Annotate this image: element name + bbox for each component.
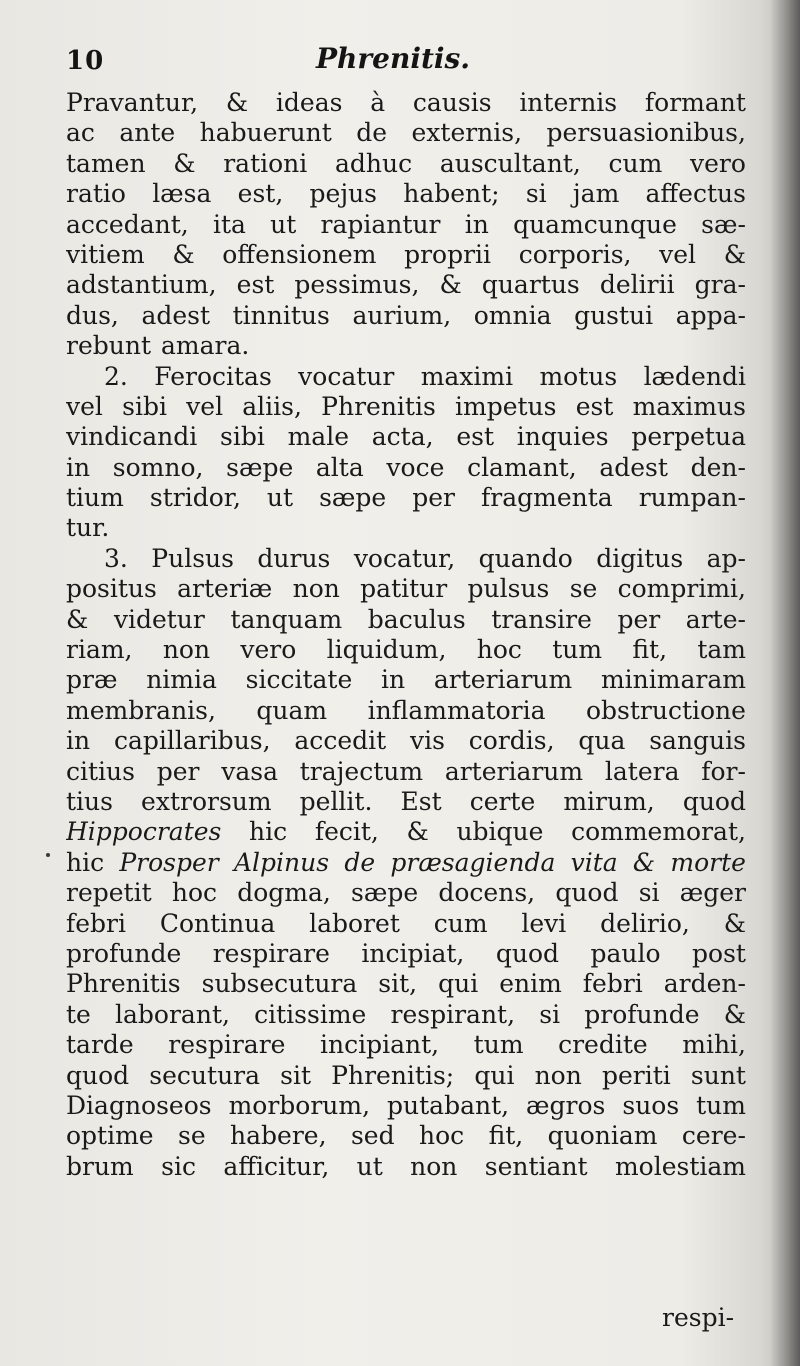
text-line: 2. Ferocitas vocatur maximi motus lædendi <box>104 361 746 391</box>
text-line: positus arteriæ non patitur pulsus se comprimi, <box>66 574 746 604</box>
text-line: vindicandi sibi male acta, est inquies perpetua <box>66 422 746 452</box>
text-line: præ nimia siccitate in arteriarum minimaram <box>66 665 746 695</box>
text-line: Phrenitis subsecutura sit, qui enim febri arden- <box>66 969 746 999</box>
text-line: te laborant, citissime respirant, si profunde & <box>66 999 746 1029</box>
body-text <box>66 88 746 1182</box>
text-line: quod secutura sit Phrenitis; qui non periti sunt <box>66 1060 746 1090</box>
text-line: tius extrorsum pellit. Est certe mirum, quod <box>66 786 746 816</box>
text-line: riam, non vero liquidum, hoc tum fit, tam <box>66 635 746 665</box>
text-line: tarde respirare incipiant, tum credite mihi, <box>66 1030 746 1060</box>
text-line: ratio læsa est, pejus habent; si jam affectus <box>66 179 746 209</box>
text-line: Diagnoseos morborum, putabant, ægros suos tum <box>66 1090 746 1120</box>
text-line: ac ante habuerunt de externis, persuasionibus, <box>66 118 746 148</box>
running-head: Phrenitis. <box>316 42 471 75</box>
text-line: hic Prosper Alpinus de præsagienda vita & morte <box>66 847 746 877</box>
text-line: optime se habere, sed hoc fit, quoniam cere- <box>66 1121 746 1151</box>
text-line: tur. <box>66 513 110 543</box>
text-line: brum sic afficitur, ut non sentiant molestiam <box>66 1151 746 1181</box>
text-line: in capillaribus, accedit vis cordis, qua sanguis <box>66 726 746 756</box>
page-number: 10 <box>66 46 105 76</box>
text-line: membranis, quam inflammatoria obstructione <box>66 695 746 725</box>
text-line: dus, adest tinnitus aurium, omnia gustui appa- <box>66 300 746 330</box>
text-line: in somno, sæpe alta voce clamant, adest den- <box>66 452 746 482</box>
text-line: Pravantur, & ideas à causis internis formant <box>66 88 746 117</box>
page-header <box>66 42 746 82</box>
text-line: tamen & rationi adhuc auscultant, cum vero <box>66 148 746 178</box>
text-line: & videtur tanquam baculus transire per arte- <box>66 604 746 634</box>
page-gutter-shadow <box>770 0 800 1366</box>
text-line: vel sibi vel aliis, Phrenitis impetus est maximus <box>66 391 746 421</box>
text-line: 3. Pulsus durus vocatur, quando digitus ap- <box>104 543 746 573</box>
text-line: vitiem & offensionem proprii corporis, vel & <box>66 239 746 269</box>
text-line: Hippocrates hic fecit, & ubique commemorat, <box>66 817 746 847</box>
text-line: tium stridor, ut sæpe per fragmenta rumpan- <box>66 483 746 513</box>
ink-spot <box>46 853 50 857</box>
text-line: repetit hoc dogma, sæpe docens, quod si æger <box>66 878 746 908</box>
text-line: profunde respirare incipiat, quod paulo post <box>66 938 746 968</box>
text-line: adstantium, est pessimus, & quartus delirii gra- <box>66 270 746 300</box>
text-line: rebunt amara. <box>66 331 250 361</box>
text-line: citius per vasa trajectum arteriarum latera for- <box>66 756 746 786</box>
text-line: accedant, ita ut rapiantur in quamcunque sæ- <box>66 209 746 239</box>
text-line: febri Continua laboret cum levi delirio, & <box>66 908 746 938</box>
catchword: respi- <box>662 1303 735 1332</box>
